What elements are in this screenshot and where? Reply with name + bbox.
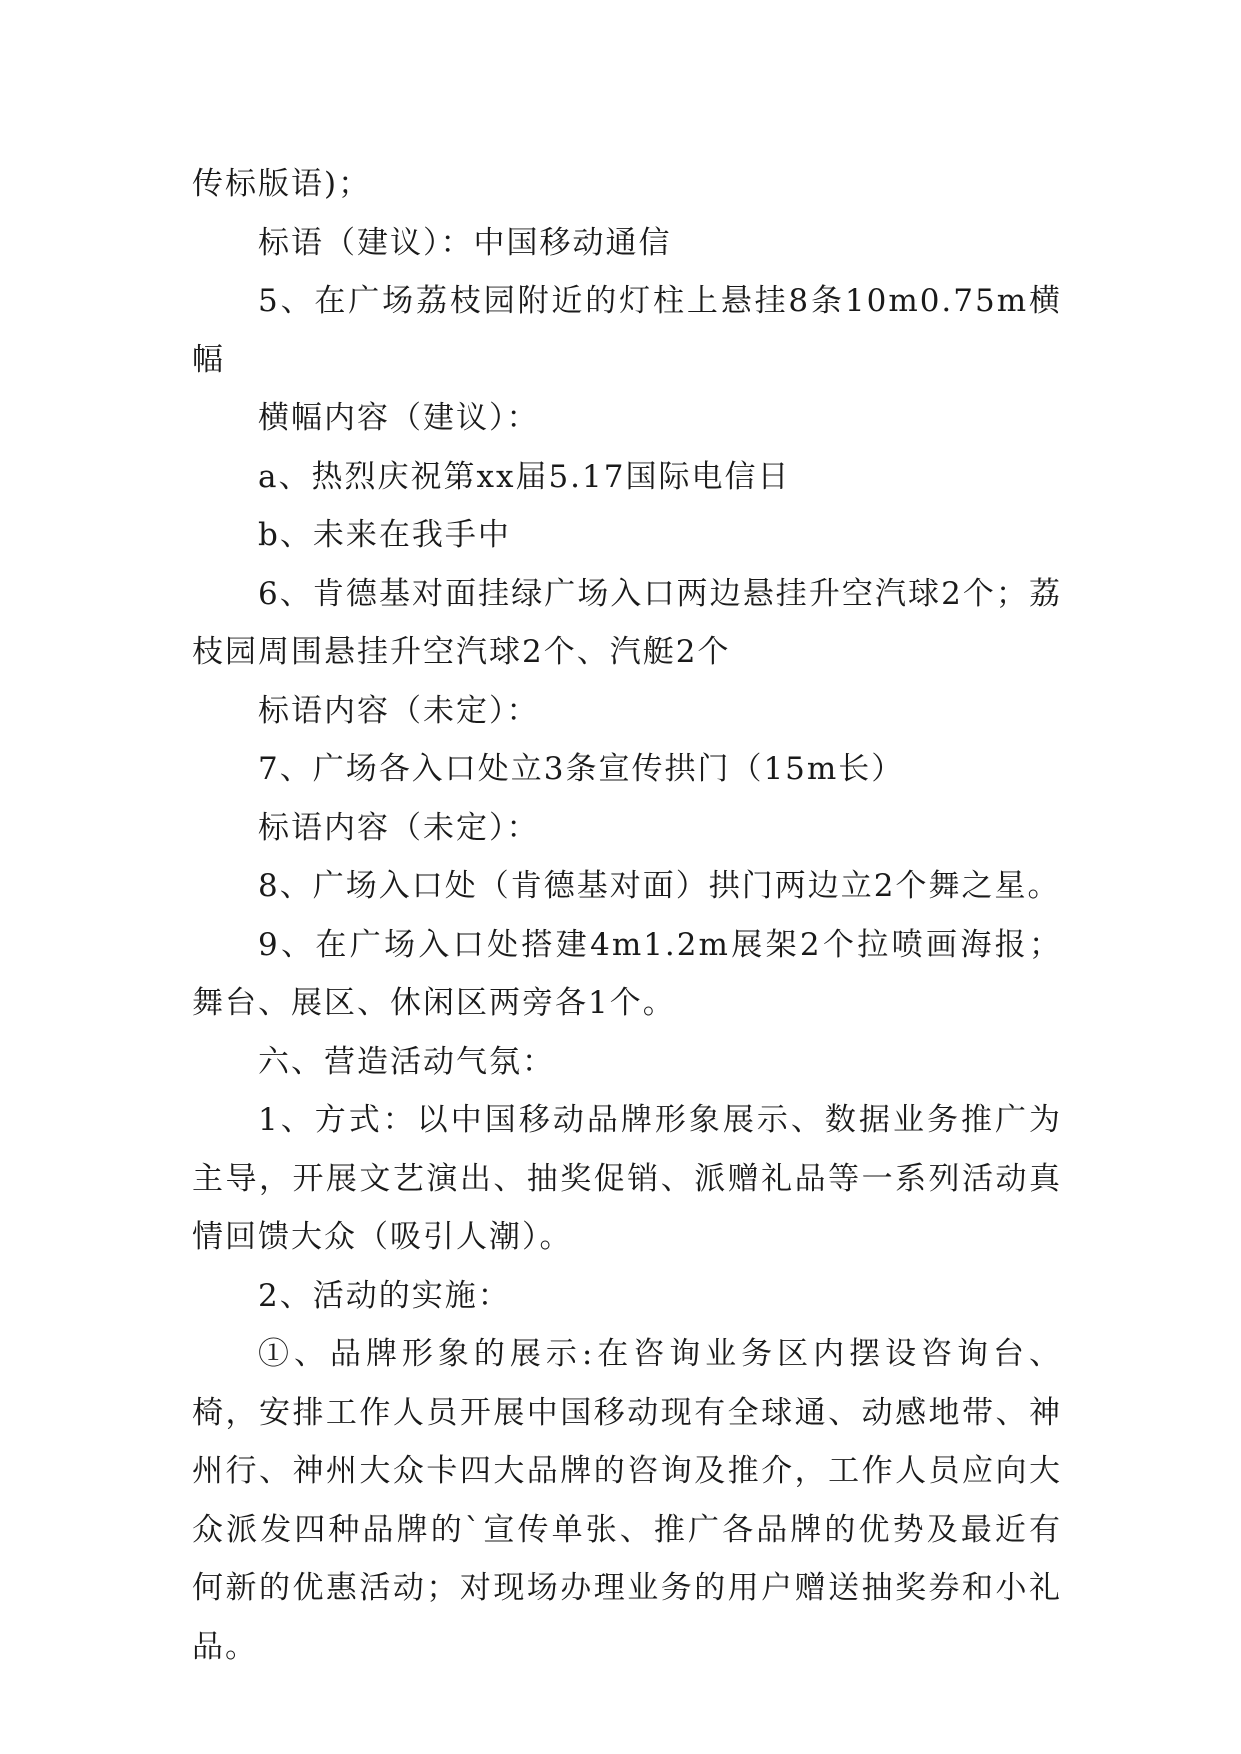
section-heading: 六、营造活动气氛： — [258, 1043, 555, 1080]
paragraph: 9、在广场入口处搭建4m1.2m展架2个拉喷画海报；舞台、展区、休闲区两旁各1个。 — [192, 926, 1062, 1021]
paragraph: b、未来在我手中 — [258, 517, 511, 553]
paragraph: 传标版语)； — [192, 166, 372, 202]
paragraph: 1、方式：以中国移动品牌形象展示、数据业务推广为主导，开展文艺演出、抽奖促销、派赠礼品等一系列活动真情回馈大众（吸引人潮）。 — [192, 1102, 1062, 1255]
paragraph: 横幅内容（建议）： — [258, 400, 540, 436]
paragraph: ①、品牌形象的展示:在咨询业务区内摆设咨询台、椅，安排工作人员开展中国移动现有全球通、动感地带、神州行、神州大众卡四大品牌的咨询及推介，工作人员应向大众派发四种品牌的`宣传单张、推广各品牌的优势及最近有何新的优惠活动；对现场办理业务的用户赠送抽奖券和小礼品。 — [192, 1336, 1062, 1665]
paragraph: 8、广场入口处（肯德基对面）拱门两边立2个舞之星。 — [258, 868, 1061, 904]
paragraph: 标语内容（未定）： — [258, 692, 540, 729]
paragraph: 7、广场各入口处立3条宣传拱门（15m长） — [258, 751, 905, 787]
paragraph: 标语（建议）：中国移动通信 — [258, 224, 672, 261]
paragraph: 标语内容（未定）： — [258, 809, 540, 846]
paragraph: 2、活动的实施： — [258, 1277, 511, 1314]
paragraph: a、热烈庆祝第xx届5.17国际电信日 — [258, 458, 791, 495]
paragraph: 5、在广场荔枝园附近的灯柱上悬挂8条10m0.75m横幅 — [192, 283, 1062, 378]
paragraph: 6、肯德基对面挂绿广场入口两边悬挂升空汽球2个；荔枝园周围悬挂升空汽球2个、汽艇2个 — [192, 575, 1062, 670]
document-body — [192, 155, 1062, 1676]
